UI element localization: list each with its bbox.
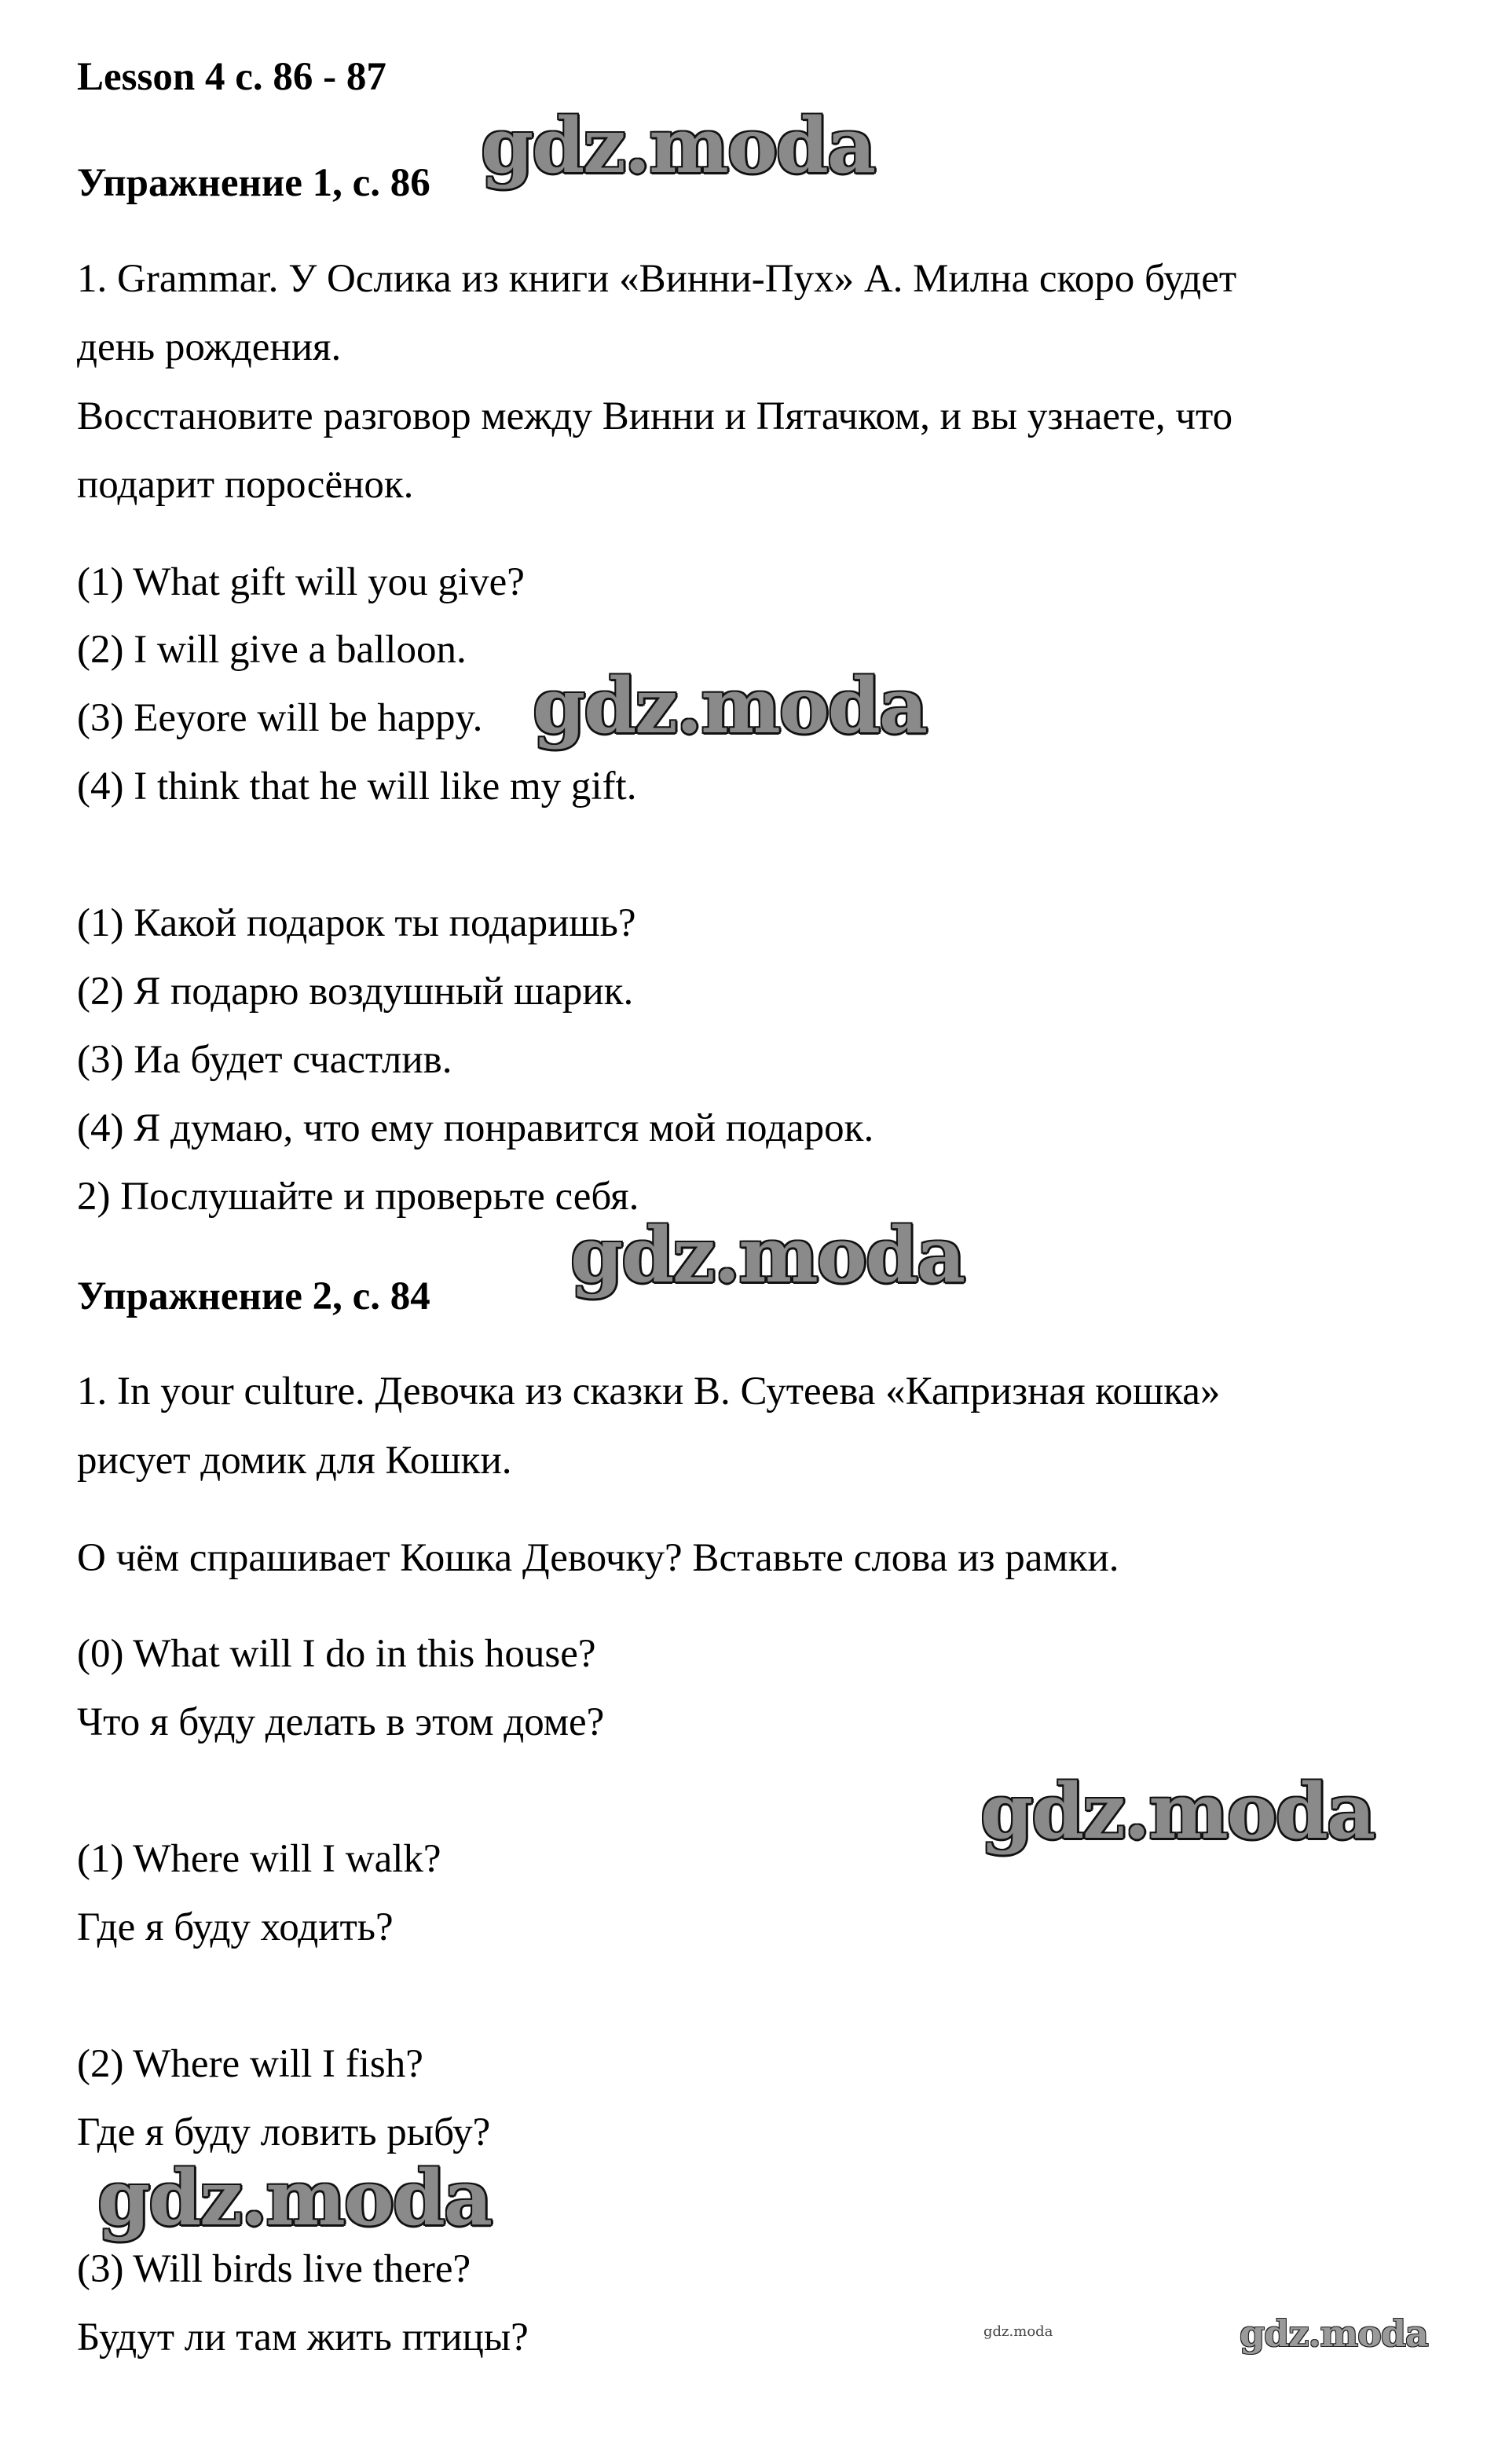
exercise-2-heading: Упражнение 2, с. 84 bbox=[77, 1274, 430, 1318]
russian-line: Где я буду ходить? bbox=[77, 1905, 394, 1949]
russian-line: (1) Какой подарок ты подаришь? bbox=[77, 901, 636, 945]
exercise-2-task-line: 1. In your culture. Девочка из сказки В. Сутеева «Капризная кошка» bbox=[77, 1370, 1221, 1414]
watermark-logo: gdz.moda bbox=[97, 2154, 492, 2242]
english-line: (1) Where will I walk? bbox=[77, 1837, 441, 1881]
english-line: (1) What gift will you give? bbox=[77, 560, 525, 604]
watermark-logo: gdz.moda bbox=[570, 1211, 965, 1300]
lesson-title: Lesson 4 с. 86 - 87 bbox=[77, 55, 386, 99]
english-line: (0) What will I do in this house? bbox=[77, 1632, 596, 1676]
exercise-1-heading: Упражнение 1, с. 86 bbox=[77, 161, 430, 205]
russian-line: Где я буду ловить рыбу? bbox=[77, 2110, 491, 2154]
exercise-2-task-line: рисует домик для Кошки. bbox=[77, 1439, 512, 1483]
watermark-logo: gdz.moda bbox=[983, 2323, 1053, 2340]
russian-line: (4) Я думаю, что ему понравится мой подарок. bbox=[77, 1106, 874, 1150]
exercise-1-task-line: подарит поросёнок. bbox=[77, 463, 414, 507]
russian-line: Что я буду делать в этом доме? bbox=[77, 1700, 605, 1744]
exercise-1-task-line: день рождения. bbox=[77, 325, 342, 369]
english-line: (3) Eeyore will be happy. bbox=[77, 696, 483, 740]
watermark-logo: gdz.moda bbox=[481, 101, 875, 190]
watermark-logo: gdz.moda bbox=[533, 662, 927, 750]
watermark-logo: gdz.moda bbox=[1240, 2312, 1428, 2355]
exercise-1-task-line: 1. Grammar. У Ослика из книги «Винни-Пух» А. Милна скоро будет bbox=[77, 257, 1237, 301]
english-line: (3) Will birds live there? bbox=[77, 2247, 471, 2291]
russian-line: Будут ли там жить птицы? bbox=[77, 2316, 529, 2360]
russian-line: (2) Я подарю воздушный шарик. bbox=[77, 970, 634, 1014]
english-line: (2) Where will I fish? bbox=[77, 2042, 423, 2086]
exercise-2-task-line: О чём спрашивает Кошка Девочку? Вставьте слова из рамки. bbox=[77, 1536, 1119, 1580]
listen-instruction: 2) Послушайте и проверьте себя. bbox=[77, 1175, 639, 1219]
exercise-1-task-line: Восстановите разговор между Винни и Пятачком, и вы узнаете, что bbox=[77, 394, 1233, 438]
english-line: (4) I think that he will like my gift. bbox=[77, 764, 637, 808]
watermark-logo: gdz.moda bbox=[980, 1767, 1375, 1856]
english-line: (2) I will give a balloon. bbox=[77, 628, 467, 672]
russian-line: (3) Иа будет счастлив. bbox=[77, 1038, 452, 1082]
